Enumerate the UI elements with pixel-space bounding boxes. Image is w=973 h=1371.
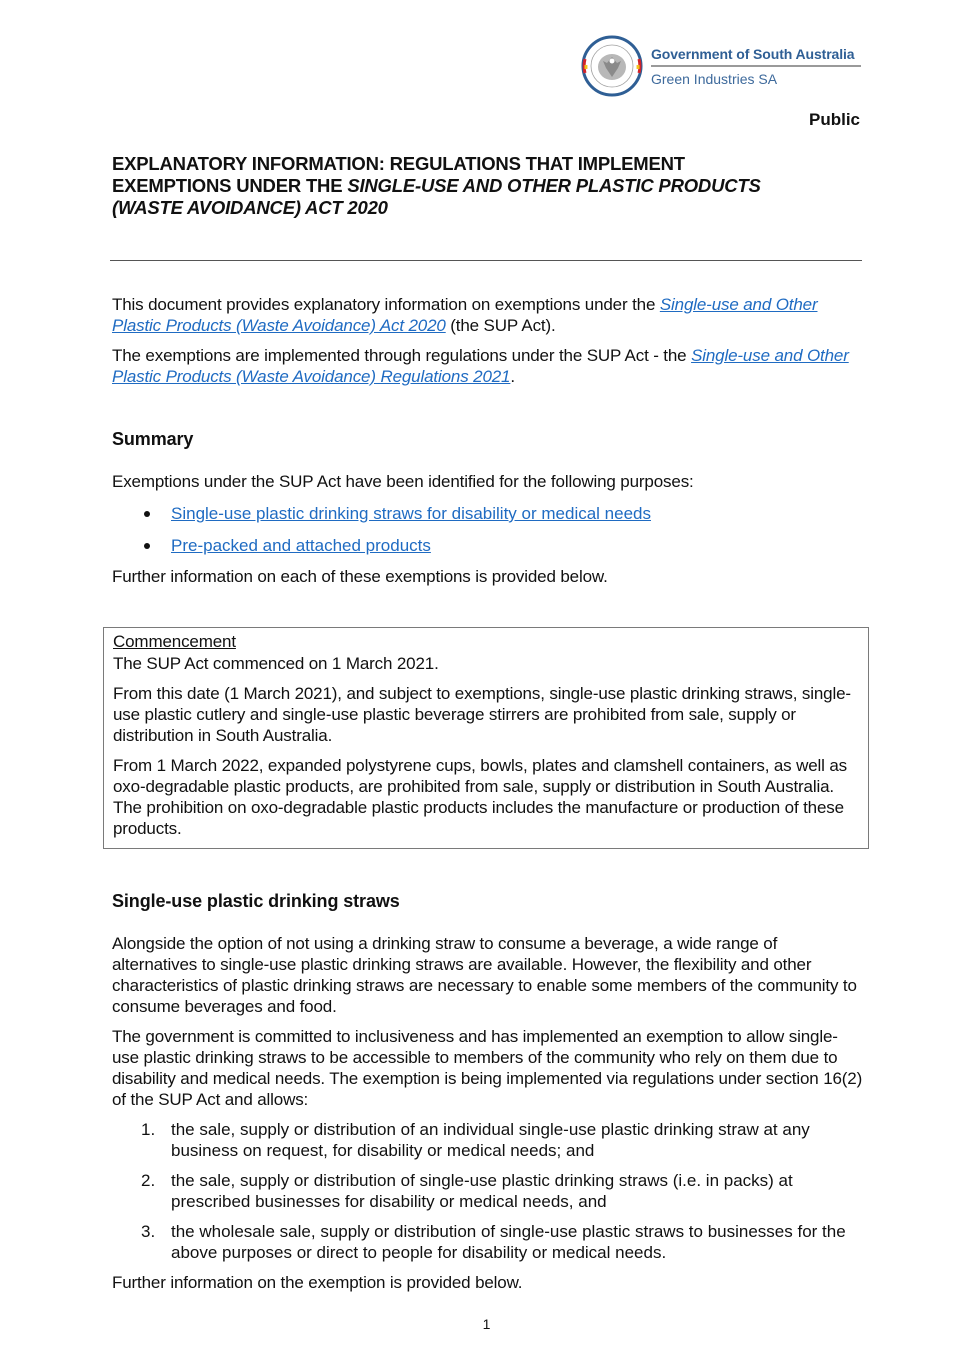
bullet-icon [144,543,150,549]
straws-paragraph-1: Alongside the option of not using a drinking straw to consume a beverage, a wide range of alternatives to single-use plastic drinking straws are available. However, the flexibility and other characteristics of plastic drinking straws are necessary to enable some members of the community to consume beverages and food. [112,934,857,1016]
intro-section [112,294,862,387]
title-divider [110,260,862,261]
agency-name: Green Industries SA [651,70,778,87]
title-line-2-plain: EXEMPTIONS UNDER THE [112,175,348,196]
straws-paragraph-2: The government is committed to inclusiveness and has implemented an exemption to allow single-use plastic drinking straws to be accessible to members of the community who rely on them due to disability and medical needs. The exemption is being implemented via regulations under section 16(2) of the SUP Act and allows: [112,1027,863,1109]
numbered-list-item [112,1170,864,1212]
title-line-2 [112,175,862,197]
list-number: 2. [141,1171,156,1190]
intro-p2-tail: . [510,367,515,386]
summary-list-item [112,503,862,524]
numbered-list-item [112,1221,864,1263]
intro-p1-text: This document provides explanatory information on exemptions under the [112,295,660,314]
intro-paragraph-2 [112,345,862,387]
bullet-icon [144,511,150,517]
title-line-3-italic: (WASTE AVOIDANCE) ACT 2020 [112,197,388,218]
summary-lead: Exemptions under the SUP Act have been identified for the following purposes: [112,472,694,491]
list-number: 3. [141,1222,156,1241]
commencement-title: Commencement [113,632,236,651]
title-line-3 [112,197,862,219]
sup-regulations-link[interactable]: Single-use and Other Plastic Products (Waste Avoidance) Regulations 2021 [112,346,849,386]
straws-exemption-link[interactable]: Single-use plastic drinking straws for disability or medical needs [171,504,651,523]
document-title [112,153,862,219]
commencement-paragraph-3: From 1 March 2022, expanded polystyrene cups, bowls, plates and clamshell containers, as well as oxo-degradable plastic products, are prohibited from sale, supply or distribution in South Australia. The prohibition on oxo-degradable plastic products includes the manufacture or production of these products. [113,756,847,838]
commencement-paragraph-2: From this date (1 March 2021), and subject to exemptions, single-use plastic drinking straws, single-use plastic cutlery and single-use plastic beverage stirrers are prohibited from sale, supply or distribution in South Australia. [113,684,851,745]
title-line-1: EXPLANATORY INFORMATION: REGULATIONS THAT IMPLEMENT [112,153,685,174]
classification-label: Public [808,110,860,129]
header-logo [581,35,861,97]
straws-exemption-list [112,1119,864,1263]
straws-after: Further information on the exemption is provided below. [112,1273,523,1292]
government-name: Government of South Australia [651,45,855,62]
numbered-list-item [112,1119,864,1161]
list-item-text: the sale, supply or distribution of an individual single-use plastic drinking straw at any business on request, for disability or medical needs; and [171,1120,810,1160]
straws-heading: Single-use plastic drinking straws [112,891,400,911]
intro-p2-text: The exemptions are implemented through regulations under the SUP Act - the [112,346,692,365]
summary-list-item [112,535,862,556]
summary-section [112,471,862,587]
sup-act-link[interactable]: Single-use and Other Plastic Products (Waste Avoidance) Act 2020 [112,295,818,335]
commencement-paragraph-1: The SUP Act commenced on 1 March 2021. [113,654,439,673]
intro-p1-tail: (the SUP Act). [445,316,556,335]
summary-after: Further information on each of these exemptions is provided below. [112,567,608,586]
prepacked-exemption-link[interactable]: Pre-packed and attached products [171,536,431,555]
title-line-2-italic: SINGLE-USE AND OTHER PLASTIC PRODUCTS [347,175,761,196]
straws-section [112,933,864,1293]
commencement-box [103,627,869,849]
list-number: 1. [141,1120,156,1139]
logo-divider [651,65,861,67]
summary-list [112,503,862,556]
summary-heading: Summary [112,429,194,449]
list-item-text: the sale, supply or distribution of single-use plastic drinking straws (i.e. in packs) at prescribed businesses for disability or medical needs, and [171,1171,793,1211]
intro-paragraph-1 [112,294,862,336]
list-item-text: the wholesale sale, supply or distribution of single-use plastic straws to businesses for the above purposes or direct to people for disability or medical needs. [171,1222,846,1262]
page-number: 1 [482,1316,491,1332]
south-australia-crest-icon [581,35,643,97]
